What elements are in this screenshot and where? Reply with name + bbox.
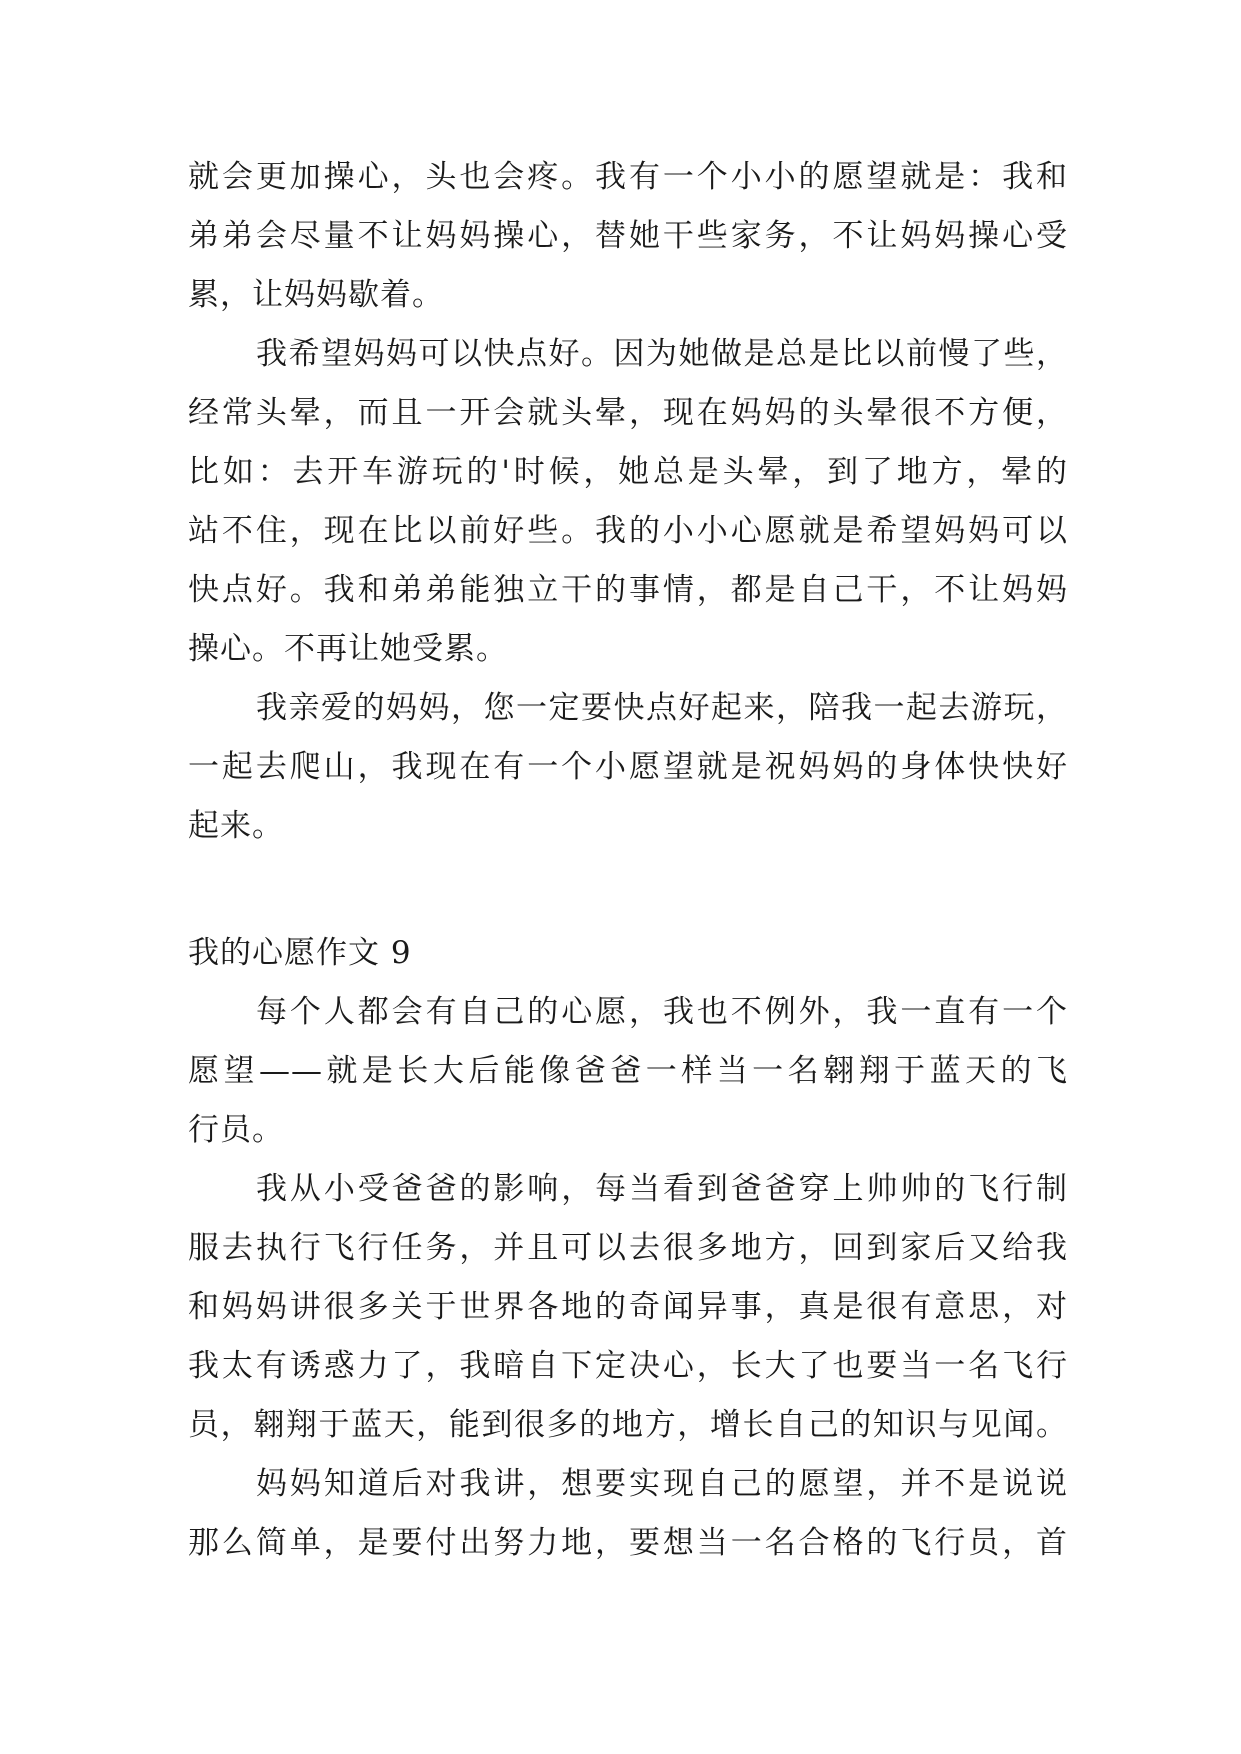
paragraph-3	[188, 691, 1068, 844]
text-line: 经常头晕，而且一开会就头晕，现在妈妈的头晕很不方便，	[188, 395, 1068, 431]
paragraph-1	[188, 160, 1068, 313]
text-line: 比如：去开车游玩的'时候，她总是头晕，到了地方，晕的	[188, 454, 1068, 490]
text-line: 和妈妈讲很多关于世界各地的奇闻异事，真是很有意思，对	[188, 1289, 1068, 1325]
section-gap	[188, 868, 1068, 936]
text-line: 我希望妈妈可以快点好。因为她做是总是比以前慢了些，	[256, 336, 1068, 372]
section-paragraph-3	[188, 1467, 1068, 1561]
text-line: 我亲爱的妈妈，您一定要快点好起来，陪我一起去游玩，	[256, 690, 1068, 726]
text-line: 愿望——就是长大后能像爸爸一样当一名翱翔于蓝天的飞	[188, 1053, 1068, 1089]
text-line: 我从小受爸爸的影响，每当看到爸爸穿上帅帅的飞行制	[256, 1171, 1068, 1207]
text-line: 我太有诱惑力了，我暗自下定决心，长大了也要当一名飞行	[188, 1348, 1068, 1384]
text-line: 员，翱翔于蓝天，能到很多的地方，增长自己的知识与见闻。	[188, 1407, 1068, 1443]
text-line: 一起去爬山，我现在有一个小愿望就是祝妈妈的身体快快好	[188, 749, 1068, 785]
section-title: 我的心愿作文 9	[188, 935, 412, 971]
text-line: 弟弟会尽量不让妈妈操心，替她干些家务，不让妈妈操心受	[188, 218, 1068, 254]
text-line: 起来。	[188, 808, 284, 844]
paragraph-2	[188, 337, 1068, 667]
text-line: 快点好。我和弟弟能独立干的事情，都是自己干，不让妈妈	[188, 572, 1068, 608]
section-paragraph-1	[188, 995, 1068, 1148]
document-page	[188, 160, 1068, 1585]
text-line: 就会更加操心，头也会疼。我有一个小小的愿望就是：我和	[188, 159, 1068, 195]
text-line: 那么简单，是要付出努力地，要想当一名合格的飞行员，首	[188, 1525, 1068, 1561]
text-line: 站不住，现在比以前好些。我的小小心愿就是希望妈妈可以	[188, 513, 1068, 549]
text-line: 服去执行飞行任务，并且可以去很多地方，回到家后又给我	[188, 1230, 1068, 1266]
text-line: 妈妈知道后对我讲，想要实现自己的愿望，并不是说说	[256, 1466, 1068, 1502]
section-paragraph-2	[188, 1172, 1068, 1443]
text-line: 操心。不再让她受累。	[188, 631, 508, 667]
text-line: 每个人都会有自己的心愿，我也不例外，我一直有一个	[256, 994, 1068, 1030]
text-line: 累，让妈妈歇着。	[188, 277, 444, 313]
text-line: 行员。	[188, 1112, 284, 1148]
